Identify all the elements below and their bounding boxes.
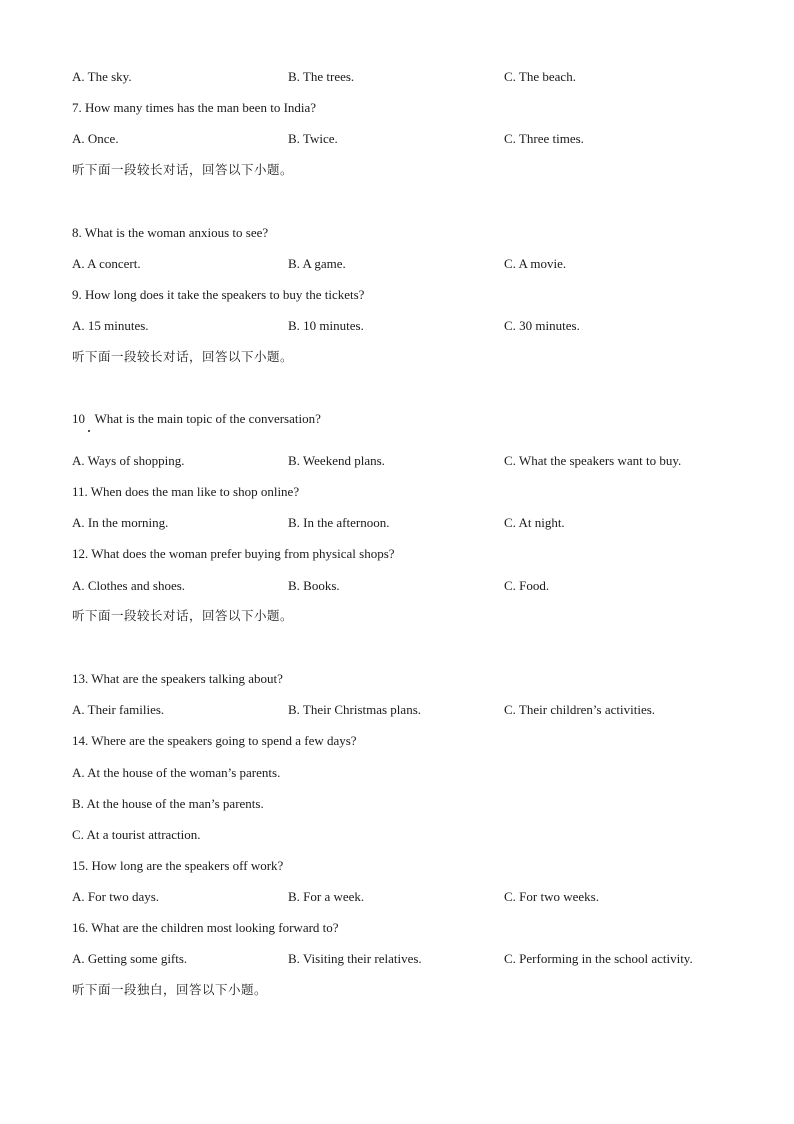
options-row: [72, 318, 752, 334]
stray-dot: [88, 430, 90, 432]
option-b: B. For a week.: [288, 889, 365, 904]
section-instruction: 听下面一段较长对话，回答以下小题。: [72, 162, 294, 177]
options-row: [72, 453, 752, 469]
option-a: A. A concert.: [72, 256, 141, 271]
option-b: B. Their Christmas plans.: [288, 702, 422, 717]
options-row: [72, 515, 752, 531]
option-a: A. Ways of shopping.: [72, 453, 185, 468]
question-8: 8. What is the woman anxious to see?: [72, 225, 269, 240]
option-b: B. At the house of the man’s parents.: [72, 796, 264, 811]
option-a: A. Once.: [72, 131, 119, 146]
option-c: C. For two weeks.: [504, 889, 599, 904]
options-row: [72, 69, 752, 85]
option-c: C. Food.: [504, 578, 550, 593]
option-a: A. For two days.: [72, 889, 160, 904]
options-row: [72, 951, 752, 967]
option-c: C. At night.: [504, 515, 565, 530]
question-12: 12. What does the woman prefer buying from physical shops?: [72, 546, 395, 561]
option-b: B. Twice.: [288, 131, 338, 146]
option-a: A. The sky.: [72, 69, 132, 84]
option-a: A. In the morning.: [72, 515, 169, 530]
option-a: A. Getting some gifts.: [72, 951, 188, 966]
options-row: [72, 702, 752, 718]
option-b: B. A game.: [288, 256, 346, 271]
option-b: B. Visiting their relatives.: [288, 951, 422, 966]
option-a: A. 15 minutes.: [72, 318, 149, 333]
option-c: C. What the speakers want to buy.: [504, 453, 682, 468]
question-16: 16. What are the children most looking forward to?: [72, 920, 339, 935]
option-c: C. Performing in the school activity.: [504, 951, 693, 966]
options-row: [72, 131, 752, 147]
section-instruction: 听下面一段较长对话，回答以下小题。: [72, 608, 294, 623]
option-b: B. The trees.: [288, 69, 355, 84]
option-c: C. At a tourist attraction.: [72, 827, 201, 842]
option-c: C. A movie.: [504, 256, 567, 271]
options-row: [72, 889, 752, 905]
option-b: B. Weekend plans.: [288, 453, 385, 468]
question-7: 7. How many times has the man been to India?: [72, 100, 317, 115]
question-13: 13. What are the speakers talking about?: [72, 671, 283, 686]
option-b: B. In the afternoon.: [288, 515, 390, 530]
options-row: [72, 256, 752, 272]
option-a: A. Their families.: [72, 702, 165, 717]
option-a: A. Clothes and shoes.: [72, 578, 186, 593]
option-c: C. The beach.: [504, 69, 576, 84]
question-9: 9. How long does it take the speakers to buy the tickets?: [72, 287, 365, 302]
option-c: C. Three times.: [504, 131, 584, 146]
option-c: C. Their children’s activities.: [504, 702, 656, 717]
section-instruction: 听下面一段独白，回答以下小题。: [72, 982, 268, 997]
option-c: C. 30 minutes.: [504, 318, 580, 333]
option-b: B. 10 minutes.: [288, 318, 364, 333]
options-row: [72, 578, 752, 594]
question-15: 15. How long are the speakers off work?: [72, 858, 284, 873]
section-instruction: 听下面一段较长对话，回答以下小题。: [72, 349, 294, 364]
option-a: A. At the house of the woman’s parents.: [72, 765, 281, 780]
question-10: 10 What is the main topic of the conversation?: [72, 411, 321, 426]
question-14: 14. Where are the speakers going to spend a few days?: [72, 733, 357, 748]
question-11: 11. When does the man like to shop online?: [72, 484, 300, 499]
option-b: B. Books.: [288, 578, 340, 593]
